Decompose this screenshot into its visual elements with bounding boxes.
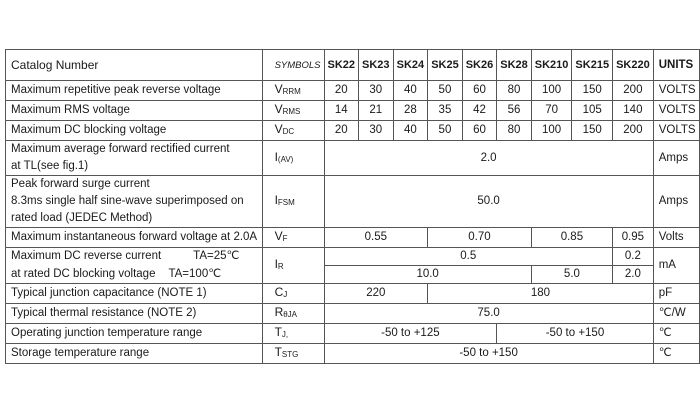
table-row bbox=[6, 324, 700, 344]
units-cell: VOLTS bbox=[653, 121, 699, 141]
value-cell: 140 bbox=[613, 101, 654, 121]
param-desc-line: at TL(see fig.1) bbox=[11, 160, 89, 172]
value-cell: -50 to +150 bbox=[324, 344, 653, 364]
units-cell: mA bbox=[653, 248, 699, 284]
table-row bbox=[6, 141, 700, 176]
units-cell: ℃/W bbox=[653, 304, 699, 324]
value-cell: -50 to +150 bbox=[497, 324, 653, 344]
value-cell: 30 bbox=[359, 81, 394, 101]
part-header: SK220 bbox=[613, 50, 654, 81]
param-symbol: IR bbox=[262, 248, 324, 284]
param-desc-line: Peak forward surge current bbox=[11, 178, 150, 190]
value-cell: 220 bbox=[324, 284, 428, 304]
part-header: SK215 bbox=[572, 50, 613, 81]
units-cell: VOLTS bbox=[653, 101, 699, 121]
param-desc: Maximum repetitive peak reverse voltage bbox=[6, 81, 263, 101]
part-header: SK28 bbox=[497, 50, 532, 81]
symbols-header: SYMBOLS bbox=[262, 50, 324, 81]
value-cell: 2.0 bbox=[324, 141, 653, 176]
param-desc: Maximum RMS voltage bbox=[6, 101, 263, 121]
value-cell: 50 bbox=[428, 121, 463, 141]
param-symbol: IFSM bbox=[262, 176, 324, 228]
param-desc: Operating junction temperature range bbox=[6, 324, 263, 344]
table-row bbox=[6, 81, 700, 101]
ratings-table bbox=[5, 49, 700, 364]
units-cell: Amps bbox=[653, 141, 699, 176]
value-cell: 42 bbox=[462, 101, 497, 121]
part-header: SK26 bbox=[462, 50, 497, 81]
table-row bbox=[6, 121, 700, 141]
value-cell: 100 bbox=[531, 121, 572, 141]
param-desc: Storage temperature range bbox=[6, 344, 263, 364]
value-cell: 20 bbox=[324, 81, 359, 101]
table-row bbox=[6, 266, 700, 284]
param-symbol: VRRM bbox=[262, 81, 324, 101]
table-row bbox=[6, 304, 700, 324]
param-desc-line: Maximum average forward rectified current bbox=[11, 143, 230, 155]
value-cell: 40 bbox=[393, 121, 428, 141]
part-header: SK24 bbox=[393, 50, 428, 81]
param-desc bbox=[6, 176, 263, 228]
value-cell: 150 bbox=[572, 81, 613, 101]
units-cell: ℃ bbox=[653, 324, 699, 344]
param-desc-line: rated load (JEDEC Method) bbox=[11, 212, 153, 224]
value-cell: 75.0 bbox=[324, 304, 653, 324]
param-symbol: CJ bbox=[262, 284, 324, 304]
spec-sheet bbox=[5, 49, 700, 364]
param-symbol: VF bbox=[262, 228, 324, 248]
value-cell: 180 bbox=[428, 284, 654, 304]
param-symbol: TSTG bbox=[262, 344, 324, 364]
value-cell: 60 bbox=[462, 81, 497, 101]
table-row bbox=[6, 284, 700, 304]
value-cell: 14 bbox=[324, 101, 359, 121]
value-cell: 100 bbox=[531, 81, 572, 101]
table-row bbox=[6, 228, 700, 248]
param-desc bbox=[6, 141, 263, 176]
value-cell: 0.55 bbox=[324, 228, 428, 248]
param-symbol: TJ, bbox=[262, 324, 324, 344]
value-cell: 80 bbox=[497, 81, 532, 101]
param-desc: Maximum DC reverse current TA=25℃ bbox=[6, 248, 263, 266]
value-cell: 60 bbox=[462, 121, 497, 141]
value-cell: 10.0 bbox=[324, 266, 531, 284]
param-desc: at rated DC blocking voltage TA=100℃ bbox=[6, 266, 263, 284]
value-cell: 40 bbox=[393, 81, 428, 101]
value-cell: 30 bbox=[359, 121, 394, 141]
value-cell: 28 bbox=[393, 101, 428, 121]
value-cell: 35 bbox=[428, 101, 463, 121]
value-cell: 80 bbox=[497, 121, 532, 141]
part-header: SK23 bbox=[359, 50, 394, 81]
param-desc: Maximum DC blocking voltage bbox=[6, 121, 263, 141]
value-cell: 0.2 bbox=[613, 248, 654, 266]
value-cell: 70 bbox=[531, 101, 572, 121]
value-cell: 20 bbox=[324, 121, 359, 141]
units-cell: ℃ bbox=[653, 344, 699, 364]
param-symbol: VDC bbox=[262, 121, 324, 141]
value-cell: 50.0 bbox=[324, 176, 653, 228]
value-cell: 150 bbox=[572, 121, 613, 141]
part-header: SK25 bbox=[428, 50, 463, 81]
units-cell: pF bbox=[653, 284, 699, 304]
value-cell: 50 bbox=[428, 81, 463, 101]
value-cell: 200 bbox=[613, 121, 654, 141]
header-row bbox=[6, 50, 700, 81]
param-symbol: I(AV) bbox=[262, 141, 324, 176]
table-row bbox=[6, 344, 700, 364]
value-cell: 0.70 bbox=[428, 228, 532, 248]
param-desc-line: 8.3ms single half sine-wave superimposed on bbox=[11, 195, 244, 207]
param-symbol: RθJA bbox=[262, 304, 324, 324]
table-row bbox=[6, 101, 700, 121]
value-cell: 56 bbox=[497, 101, 532, 121]
value-cell: 0.85 bbox=[531, 228, 612, 248]
part-header: SK22 bbox=[324, 50, 359, 81]
table-row bbox=[6, 248, 700, 266]
units-header: UNITS bbox=[653, 50, 699, 81]
value-cell: 105 bbox=[572, 101, 613, 121]
part-header: SK210 bbox=[531, 50, 572, 81]
value-cell: 21 bbox=[359, 101, 394, 121]
value-cell: 0.95 bbox=[613, 228, 654, 248]
param-symbol: VRMS bbox=[262, 101, 324, 121]
value-cell: 0.5 bbox=[324, 248, 613, 266]
param-desc: Typical junction capacitance (NOTE 1) bbox=[6, 284, 263, 304]
value-cell: -50 to +125 bbox=[324, 324, 497, 344]
value-cell: 5.0 bbox=[531, 266, 612, 284]
catalog-header: Catalog Number bbox=[6, 50, 263, 81]
value-cell: 200 bbox=[613, 81, 654, 101]
units-cell: Volts bbox=[653, 228, 699, 248]
units-cell: VOLTS bbox=[653, 81, 699, 101]
table-row bbox=[6, 176, 700, 228]
units-cell: Amps bbox=[653, 176, 699, 228]
param-desc: Typical thermal resistance (NOTE 2) bbox=[6, 304, 263, 324]
param-desc: Maximum instantaneous forward voltage at 2.0A bbox=[6, 228, 263, 248]
value-cell: 2.0 bbox=[613, 266, 654, 284]
